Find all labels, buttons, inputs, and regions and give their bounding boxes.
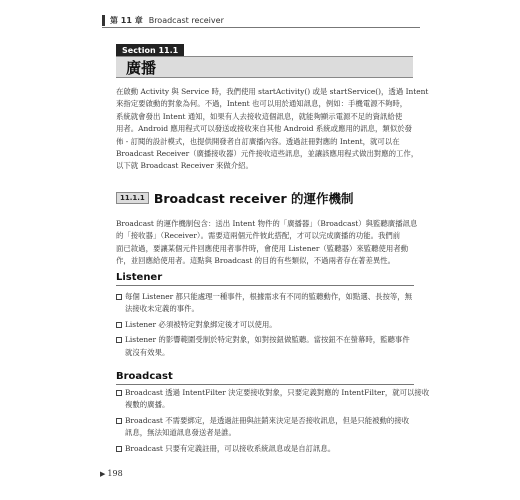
broadcast-list: [116, 387, 430, 458]
list-item: [116, 291, 414, 316]
list-line: 就沒有效果。: [125, 347, 170, 357]
page-number-text: 198: [107, 469, 123, 478]
list-item: [116, 387, 430, 412]
list-line: 訊息，無法知道訊息發送者是誰。: [125, 428, 236, 438]
checkbox-bullet-icon: [116, 446, 122, 452]
header-bar: [102, 15, 105, 26]
checkbox-bullet-icon: [116, 322, 122, 328]
list-line: Broadcast 透過 IntentFilter 決定要接收對象，只要定義對應的 IntentFilter，就可以接收: [125, 388, 430, 397]
list-item: [116, 334, 414, 359]
list-line: Broadcast 不需要綁定，是透過註冊與註銷來決定是否接收訊息，但是只能被動的接收: [125, 415, 410, 425]
list-item: [116, 319, 414, 331]
intro-line: 系統就會發出 Intent 通知，如果有人去接收這個訊息，就能夠顯示電源不足的資訊給使: [116, 111, 403, 121]
header-title: Broadcast receiver: [148, 15, 224, 25]
list-item: [116, 443, 414, 455]
page-number: [100, 469, 123, 478]
mechanism-line: 作，並回應給使用者。這點與 Broadcast 的目的有些類似，不過兩者存在著差異性。: [116, 256, 396, 266]
page-marker-icon: ▶: [100, 469, 106, 478]
list-line: Listener 的影響範圍受制於特定對象，如對按鈕做監聽。當按鈕不在螢幕時，監聽事件: [125, 335, 410, 345]
checkbox-bullet-icon: [116, 390, 122, 396]
intro-line: Broadcast Receiver（廣播接收器）元件接收這些訊息，並讓該應用程式做出對應的工作，: [116, 149, 419, 159]
broadcast-heading: Broadcast: [116, 371, 414, 385]
intro-line: 佈 - 訂閱的設計模式，也提供開發者自訂廣播內容。透過註冊對應的 Intent，就可以在: [116, 136, 400, 146]
intro-paragraph: [116, 86, 429, 173]
listener-list: [116, 291, 414, 362]
list-line: 複數的廣播。: [125, 400, 170, 410]
mechanism-paragraph: [116, 218, 418, 268]
section-title: 廣播: [116, 56, 413, 78]
mechanism-line: 面已敘過，要讓某個元件回應使用者事件時，會使用 Listener（監聽器）來監聽使用者動: [116, 243, 409, 253]
section-tag: Section 11.1: [116, 44, 184, 57]
checkbox-bullet-icon: [116, 337, 122, 343]
header-chapter: 第 11 章: [110, 15, 143, 25]
listener-heading: Listener: [116, 272, 414, 286]
subsection-heading: [116, 189, 354, 207]
checkbox-bullet-icon: [116, 294, 122, 300]
mechanism-line: 的「接收器」（Receiver）。需要這兩個元件彼此搭配，才可以完成廣播的功能。我們前: [116, 231, 401, 241]
list-item: [116, 415, 414, 440]
list-line: Listener 必須被特定對象綁定後才可以使用。: [125, 319, 277, 329]
intro-line: 用者。Android 應用程式可以發送或接收來自其他 Android 系統或應用的訊息，類似於發: [116, 124, 412, 134]
header-rule: [102, 27, 420, 28]
list-line: 法接收未定義的事件。: [125, 304, 199, 314]
subsection-number: 11.1.1: [116, 192, 149, 204]
list-line: Broadcast 只要有定義註冊，可以接收系統訊息或是自訂訊息。: [125, 443, 336, 453]
checkbox-bullet-icon: [116, 418, 122, 424]
intro-line: 在啟動 Activity 與 Service 時，我們使用 startActivity() 或是 startService()，透過 Intent: [116, 87, 429, 96]
mechanism-line: Broadcast 的運作機制包含：送出 Intent 物件的「廣播器」（Broadcast）與監聽廣播訊息: [116, 219, 418, 228]
list-line: 每個 Listener 都只能處理一種事件，根據需求有不同的監聽動作，如點選、長按等，無: [125, 292, 413, 301]
intro-line: 來指定要啟動的對象為何。不過，Intent 也可以用於通知訊息，例如：手機電源不夠時，: [116, 99, 408, 109]
running-header: [102, 13, 224, 27]
subsection-title: Broadcast receiver 的運作機制: [153, 191, 354, 206]
intro-line: 以下就 Broadcast Receiver 來做介紹。: [116, 161, 253, 171]
